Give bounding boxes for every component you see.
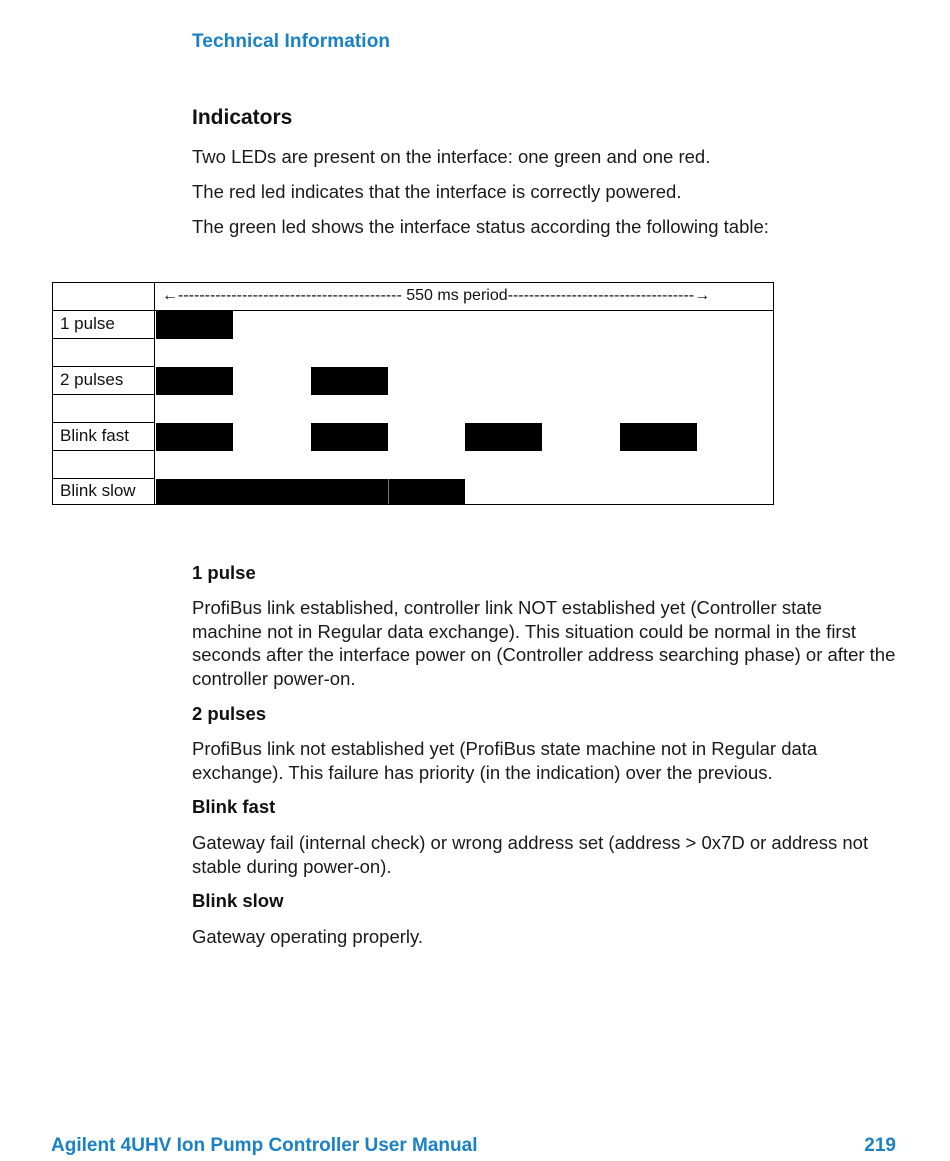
desc-text-blink-slow: Gateway operating properly. — [192, 926, 424, 947]
timing-row-2-pulses — [53, 367, 773, 395]
pulse-bar — [311, 423, 388, 451]
desc-heading-blink-slow: Blink slow — [192, 890, 284, 911]
timing-row-blink-fast — [53, 423, 773, 451]
pulse-slot-divider — [388, 479, 389, 504]
desc-heading-1-pulse: 1 pulse — [192, 562, 256, 583]
timing-spacer-row — [53, 451, 773, 479]
row-label-blink-fast: Blink fast — [53, 423, 155, 451]
pulse-bar — [620, 423, 697, 451]
period-label-text: ←------------------------------------------ 550 ms period-----------------------------------→ — [162, 287, 711, 304]
pulse-bar — [311, 367, 388, 395]
pulse-bar — [156, 311, 233, 339]
desc-text-2-pulses: ProfiBus link not established yet (ProfiBus state machine not in Regular data exchange). This failure has priority (in the indication) over the previous. — [192, 738, 818, 783]
timing-spacer-row — [53, 339, 773, 367]
desc-text-blink-fast: Gateway fail (internal check) or wrong address set (address > 0x7D or address not stable during power-on). — [192, 832, 869, 877]
timing-row-blink-slow — [53, 479, 773, 504]
timing-header-empty-cell — [53, 283, 155, 311]
row-label-2-pulses: 2 pulses — [53, 367, 155, 395]
spacer-label-cell — [53, 451, 155, 479]
period-label — [156, 283, 773, 311]
pulse-bar — [156, 423, 233, 451]
timing-header-row — [53, 283, 773, 311]
desc-text-1-pulse: ProfiBus link established, controller link NOT established yet (Controller state machine not in Regular data exchange). This situation could be normal in the first seconds after the interface power on (Controller address searching phase) or after the controller power-on. — [192, 597, 896, 690]
pulse-bar — [156, 479, 465, 504]
pulse-bar — [156, 367, 233, 395]
timing-row-1-pulse — [53, 311, 773, 339]
section-header: Technical Information — [192, 31, 391, 52]
footer-page-number: 219 — [864, 1135, 896, 1156]
intro-paragraph-1: Two LEDs are present on the interface: one green and one red. — [192, 146, 711, 167]
desc-heading-blink-fast: Blink fast — [192, 796, 276, 817]
desc-heading-2-pulses: 2 pulses — [192, 703, 267, 724]
spacer-label-cell — [53, 395, 155, 423]
intro-paragraph-2: The red led indicates that the interface is correctly powered. — [192, 181, 682, 202]
row-label-blink-slow: Blink slow — [53, 479, 155, 504]
intro-paragraph-3: The green led shows the interface status according the following table: — [192, 216, 769, 237]
indicators-heading: Indicators — [192, 106, 293, 129]
footer-manual-title: Agilent 4UHV Ion Pump Controller User Manual — [51, 1135, 478, 1156]
led-timing-table — [52, 282, 774, 505]
spacer-label-cell — [53, 339, 155, 367]
row-label-1-pulse: 1 pulse — [53, 311, 155, 339]
timing-spacer-row — [53, 395, 773, 423]
pulse-bar — [465, 423, 542, 451]
